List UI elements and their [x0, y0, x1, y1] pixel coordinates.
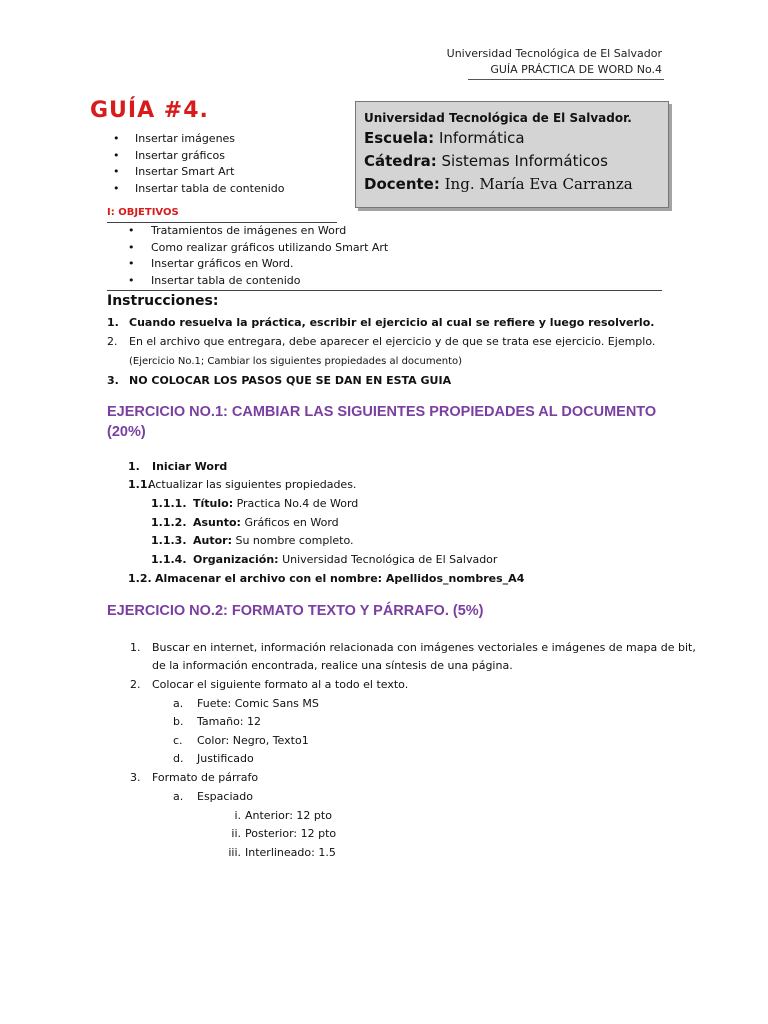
- list-item: • Insertar gráficos: [113, 148, 284, 165]
- property-organization: 1.1.4. Organización: Universidad Tecnológica de El Salvador: [151, 553, 498, 566]
- info-escuela: [364, 127, 660, 150]
- instructions-title: Instrucciones:: [107, 293, 219, 309]
- info-docente-value: Ing. María Eva Carranza: [444, 175, 633, 193]
- section-divider: [107, 290, 662, 291]
- instruction-1: 1. Cuando resuelva la práctica, escribir el ejercicio al cual se refiere y luego resolverlo.: [107, 316, 655, 329]
- exercise-1-step-1: 1. Iniciar Word: [128, 460, 228, 473]
- exercise-2-item-2: 2. Colocar el siguiente formato al a todo el texto.: [130, 678, 409, 691]
- info-university: Universidad Tecnológica de El Salvador.: [364, 111, 632, 125]
- info-escuela-value: Informática: [438, 129, 525, 147]
- objectives-heading: I: OBJETIVOS: [107, 207, 179, 218]
- topics-list: [113, 131, 284, 197]
- exercise-1-step-1-1: 1.1.Actualizar las siguientes propiedades.: [128, 478, 357, 491]
- line-spacing: iii. Interlineado: 1.5: [228, 846, 336, 859]
- exercise-2-item-1-cont: de la información encontrada, realice una síntesis de una página.: [152, 659, 513, 672]
- exercise-2-item-3: 3. Formato de párrafo: [130, 771, 259, 784]
- spacing-before: i. Anterior: 12 pto: [234, 809, 332, 822]
- format-size: b. Tamaño: 12: [173, 715, 261, 728]
- list-item: • Insertar imágenes: [113, 131, 284, 148]
- header-guide-title: GUÍA PRÁCTICA DE WORD No.4: [490, 63, 662, 76]
- list-item: • Insertar tabla de contenido: [113, 181, 284, 198]
- exercise-2-item-1: 1. Buscar en internet, información relacionada con imágenes vectoriales e imágenes de mapa de bit,: [130, 641, 696, 654]
- objectives-list: [128, 223, 388, 289]
- course-info-box: [355, 101, 669, 208]
- list-item: • Insertar tabla de contenido: [128, 273, 388, 290]
- header-divider: [468, 79, 664, 80]
- info-docente: [364, 173, 660, 196]
- instruction-3: 3. NO COLOCAR LOS PASOS QUE SE DAN EN ESTA GUIA: [107, 374, 452, 387]
- list-item: • Como realizar gráficos utilizando Smart Art: [128, 240, 388, 257]
- header-university: Universidad Tecnológica de El Salvador: [446, 47, 662, 60]
- paragraph-spacing: a. Espaciado: [173, 790, 253, 803]
- page-header: [447, 46, 662, 78]
- property-title: 1.1.1. Título: Practica No.4 de Word: [151, 497, 359, 510]
- info-catedra: [364, 150, 660, 173]
- property-author: 1.1.3. Autor: Su nombre completo.: [151, 534, 354, 547]
- format-font: a. Fuete: Comic Sans MS: [173, 697, 319, 710]
- exercise-2-title: EJERCICIO NO.2: FORMATO TEXTO Y PÁRRAFO. (5%): [107, 603, 484, 619]
- instruction-2-example: (Ejercicio No.1; Cambiar los siguientes propiedades al documento): [129, 356, 463, 367]
- guide-title: GUÍA #4.: [90, 98, 209, 123]
- property-subject: 1.1.2. Asunto: Gráficos en Word: [151, 516, 339, 529]
- list-item: • Tratamientos de imágenes en Word: [128, 223, 388, 240]
- info-escuela-label: Escuela:: [364, 129, 435, 147]
- list-item: • Insertar gráficos en Word.: [128, 256, 388, 273]
- exercise-1-title: EJERCICIO NO.1: CAMBIAR LAS SIGUIENTES PROPIEDADES AL DOCUMENTO (20%): [107, 404, 657, 440]
- format-color: c. Color: Negro, Texto1: [173, 734, 309, 747]
- exercise-1-step-1-2: 1.2. Almacenar el archivo con el nombre: Apellidos_nombres_A4: [128, 572, 525, 585]
- instruction-2: 2. En el archivo que entregara, debe aparecer el ejercicio y de que se trata ese ejercicio. Ejemplo.: [107, 335, 656, 348]
- info-docente-label: Docente:: [364, 175, 440, 193]
- info-catedra-label: Cátedra:: [364, 152, 437, 170]
- info-catedra-value: Sistemas Informáticos: [441, 152, 608, 170]
- spacing-after: ii. Posterior: 12 pto: [231, 827, 337, 840]
- format-justify: d. Justificado: [173, 752, 254, 765]
- list-item: • Insertar Smart Art: [113, 164, 284, 181]
